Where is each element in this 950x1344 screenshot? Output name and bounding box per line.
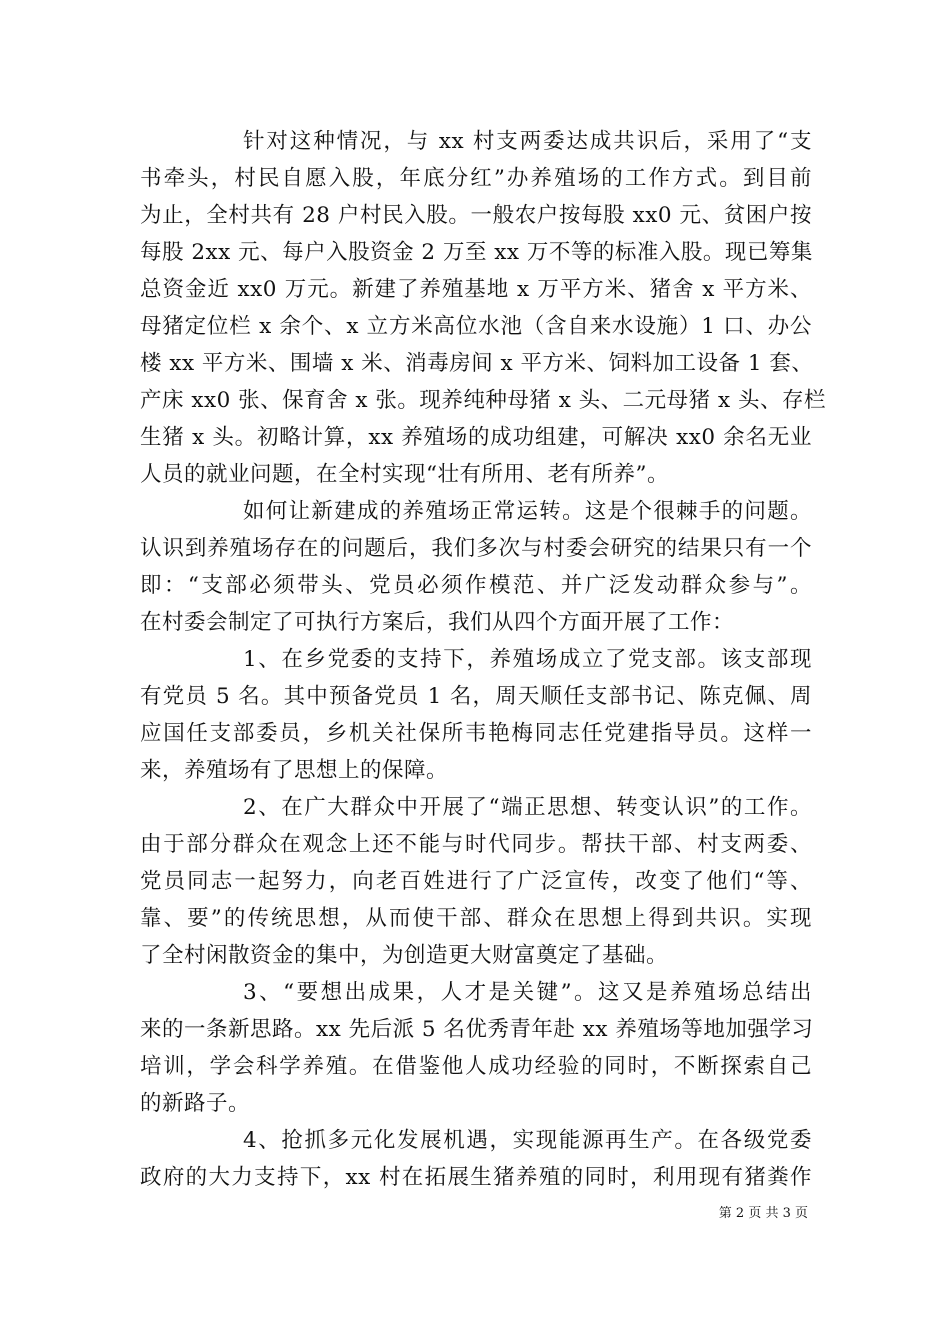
text-line: 人员的就业问题，在全村实现“壮有所用、老有所养”。 <box>140 462 669 487</box>
text-line: 楼 xx 平方米、围墙 x 米、消毒房间 x 平方米、饲料加工设备 1 套、 <box>140 351 814 376</box>
text-line: 4、抢抓多元化发展机遇，实现能源再生产。在各级党委 <box>243 1128 812 1153</box>
text-line: 为止，全村共有 28 户村民入股。一般农户按每股 xx0 元、贫困户按 <box>140 203 812 228</box>
text-line: 靠、要”的传统思想，从而使干部、群众在思想上得到共识。实现 <box>140 906 812 931</box>
text-line: 母猪定位栏 x 余个、x 立方米高位水池（含自来水设施）1 口、办公 <box>140 314 812 339</box>
text-line: 生猪 x 头。初略计算，xx 养殖场的成功组建，可解决 xx0 余名无业 <box>140 425 812 450</box>
text-line: 应国任支部委员，乡机关社保所韦艳梅同志任党建指导员。这样一 <box>140 721 812 746</box>
text-line: 总资金近 xx0 万元。新建了养殖基地 x 万平方米、猪舍 x 平方米、 <box>140 277 812 302</box>
text-line: 由于部分群众在观念上还不能与时代同步。帮扶干部、村支两委、 <box>140 832 812 857</box>
text-line: 3、“要想出成果，人才是关键”。这又是养殖场总结出 <box>243 980 812 1005</box>
text-line: 2、在广大群众中开展了“端正思想、转变认识”的工作。 <box>243 795 812 820</box>
text-line: 产床 xx0 张、保育舍 x 张。现养纯种母猪 x 头、二元母猪 x 头、存栏 <box>140 388 826 413</box>
text-line: 来的一条新思路。xx 先后派 5 名优秀青年赴 xx 养殖场等地加强学习 <box>140 1017 814 1042</box>
text-line: 的新路子。 <box>140 1091 251 1116</box>
page-number-footer: 第 2 页 共 3 页 <box>718 1206 808 1221</box>
text-line: 每股 2xx 元、每户入股资金 2 万至 xx 万不等的标准入股。现已筹集 <box>140 240 813 265</box>
text-line: 如何让新建成的养殖场正常运转。这是个很棘手的问题。 <box>243 499 812 524</box>
text-line: 党员同志一起努力，向老百姓进行了广泛宣传，改变了他们“等、 <box>140 869 812 894</box>
text-line: 了全村闲散资金的集中，为创造更大财富奠定了基础。 <box>140 943 669 968</box>
text-line: 即：“支部必须带头、党员必须作模范、并广泛发动群众参与”。 <box>140 573 812 598</box>
text-line: 1、在乡党委的支持下，养殖场成立了党支部。该支部现 <box>243 647 812 672</box>
text-line: 培训，学会科学养殖。在借鉴他人成功经验的同时，不断探索自己 <box>140 1054 812 1079</box>
text-line: 来，养殖场有了思想上的保障。 <box>140 758 449 783</box>
text-line: 在村委会制定了可执行方案后，我们从四个方面开展了工作： <box>140 610 735 635</box>
text-line: 认识到养殖场存在的问题后，我们多次与村委会研究的结果只有一个 <box>140 536 812 561</box>
text-line: 政府的大力支持下，xx 村在拓展生猪养殖的同时，利用现有猪粪作 <box>140 1165 812 1190</box>
text-line: 有党员 5 名。其中预备党员 1 名，周天顺任支部书记、陈克佩、周 <box>140 684 812 709</box>
text-line: 针对这种情况，与 xx 村支两委达成共识后，采用了“支 <box>243 129 812 154</box>
text-line: 书牵头，村民自愿入股，年底分红”办养殖场的工作方式。到目前 <box>140 166 812 191</box>
